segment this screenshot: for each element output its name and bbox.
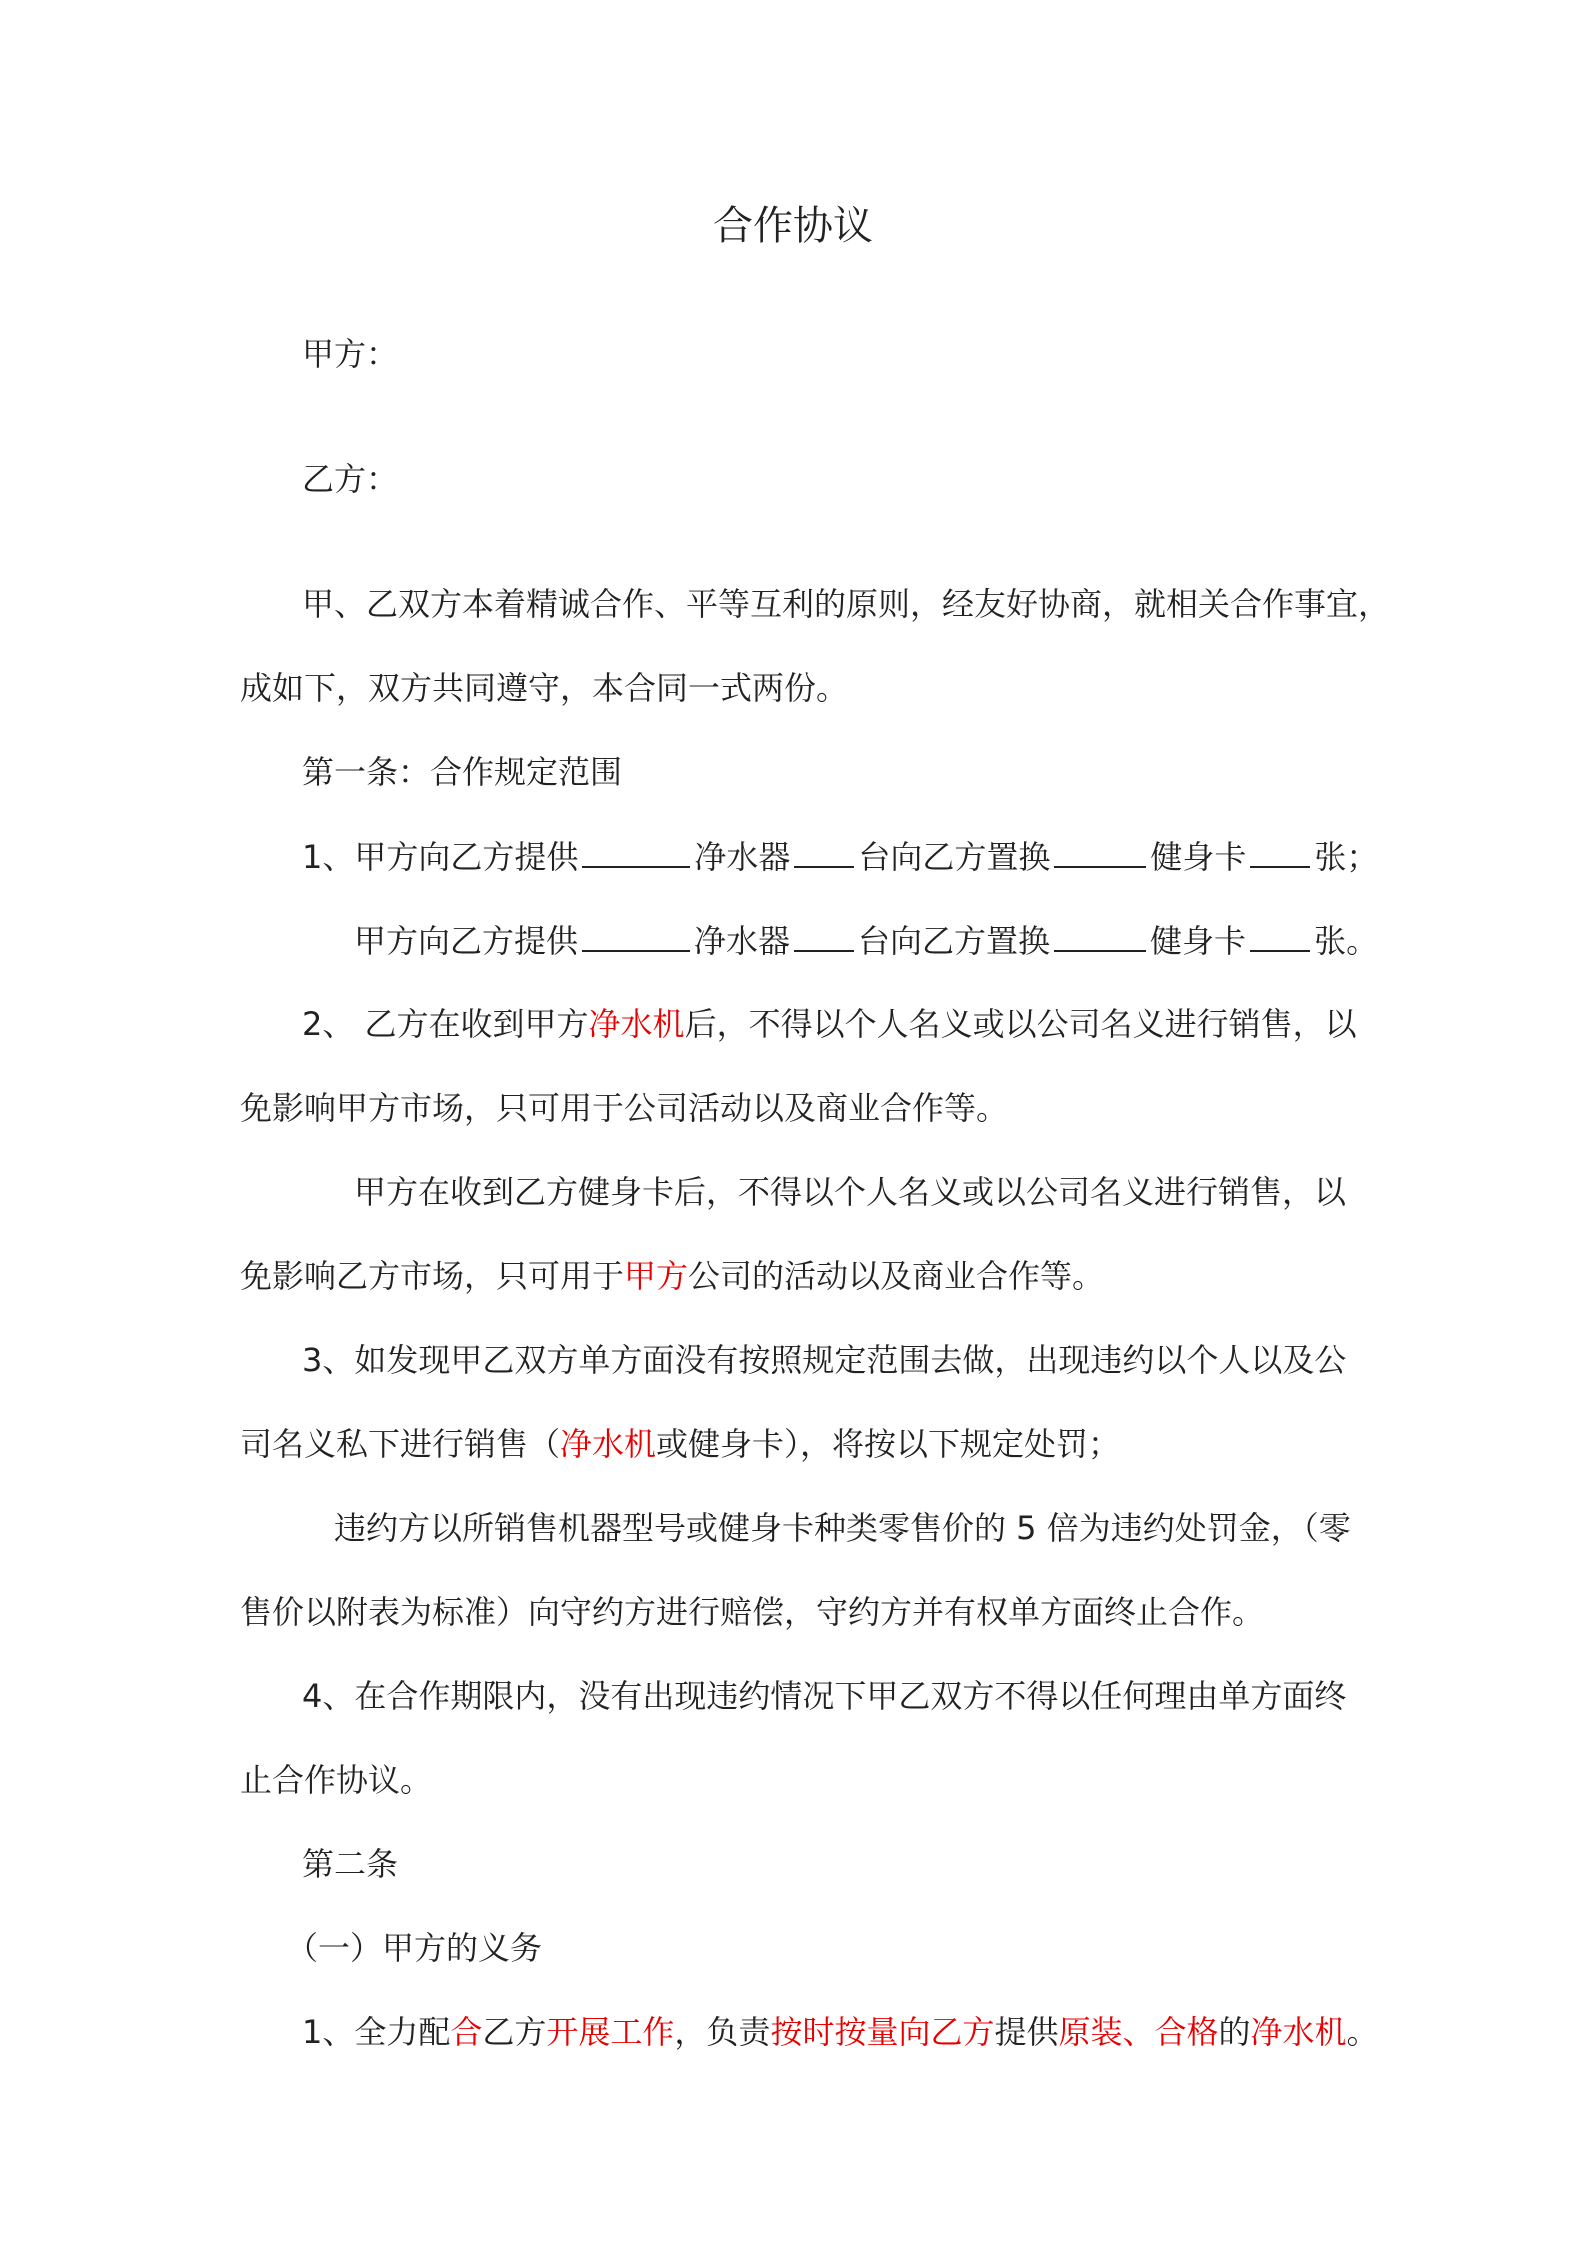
article-1-item-2-line-2: 免影响甲方市场，只可用于公司活动以及商业合作等。 [240,1089,1009,1127]
article-1-item-3-line-3: 违约方以所销售机器型号或健身卡种类零售价的 5 倍为违约处罚金，（零 [334,1509,1351,1547]
text-segment: 净水器 [694,922,791,960]
article-1-item-4: 4、在合作期限内，没有出现违约情况下甲乙双方不得以任何理由单方面终 [302,1677,1347,1715]
highlighted-text: 净水机 [560,1425,657,1463]
text-segment: 张。 [1314,922,1379,960]
article-2-heading: 第二条 [302,1845,399,1883]
article-1-item-1 [302,832,1378,881]
blank-field[interactable] [1054,832,1146,868]
blank-field[interactable] [582,832,690,868]
text-segment: 后，不得以个人名义或以公司名义进行销售，以 [684,1005,1357,1043]
text-segment: 乙方 [482,2013,547,2051]
highlighted-text: 开展工作 [546,2013,675,2051]
party-a-label: 甲方： [302,335,399,373]
article-1-item-3-line-2 [240,1420,1120,1468]
article-1-item-2 [302,1000,1357,1048]
party-b-label: 乙方： [302,460,399,498]
text-segment: 的 [1218,2013,1251,2051]
blank-field[interactable] [1054,916,1146,952]
article-1-item-1b [354,916,1378,965]
text-segment: 健身卡 [1150,838,1247,876]
text-segment: 1、全力配 [302,2013,451,2051]
text-segment: 甲方向乙方提供 [354,922,579,960]
text-segment: 免影响乙方市场，只可用于 [240,1257,625,1295]
article-1-item-2-line-3: 甲方在收到乙方健身卡后，不得以个人名义或以公司名义进行销售，以 [354,1173,1347,1211]
blank-field[interactable] [582,916,690,952]
text-segment: 提供 [994,2013,1059,2051]
article-1-heading: 第一条：合作规定范围 [302,753,623,791]
article-2-subheading: （一）甲方的义务 [286,1929,543,1967]
intro-line-1: 甲、乙双方本着精诚合作、平等互利的原则，经友好协商，就相关合作事宜， [302,585,1391,623]
article-1-item-4-line-2: 止合作协议。 [240,1761,433,1799]
article-2-item-1 [302,2008,1379,2056]
blank-field[interactable] [794,916,854,952]
article-1-item-3: 3、如发现甲乙双方单方面没有按照规定范围去做，出现违约以个人以及公 [302,1341,1347,1379]
highlighted-text: 净水机 [588,1005,685,1043]
text-segment: 净水器 [694,838,791,876]
text-segment: 或健身卡），将按以下规定处罚； [656,1425,1121,1463]
text-segment: 台向乙方置换 [858,922,1051,960]
article-1-item-2-line-4 [240,1252,1104,1300]
highlighted-text: 按时按量向乙方 [770,2013,995,2051]
text-segment: ，负责 [674,2013,771,2051]
text-segment: 司名义私下进行销售（ [240,1425,561,1463]
blank-field[interactable] [1250,916,1310,952]
highlighted-text: 甲方 [624,1257,689,1295]
text-segment: 健身卡 [1150,922,1247,960]
text-segment: 张； [1314,838,1379,876]
text-segment: 公司的活动以及商业合作等。 [688,1257,1105,1295]
text-segment: 。 [1346,2013,1379,2051]
text-segment: 台向乙方置换 [858,838,1051,876]
highlighted-text: 原装、合格 [1058,2013,1219,2051]
text-segment: 1、甲方向乙方提供 [302,838,579,876]
article-1-item-3-line-4: 售价以附表为标准）向守约方进行赔偿，守约方并有权单方面终止合作。 [240,1593,1265,1631]
document-title: 合作协议 [713,203,873,249]
intro-line-2: 成如下，双方共同遵守，本合同一式两份。 [240,669,849,707]
highlighted-text: 净水机 [1250,2013,1347,2051]
highlighted-text: 合 [450,2013,483,2051]
blank-field[interactable] [794,832,854,868]
text-segment: 2、 乙方在收到甲方 [302,1005,589,1043]
blank-field[interactable] [1250,832,1310,868]
